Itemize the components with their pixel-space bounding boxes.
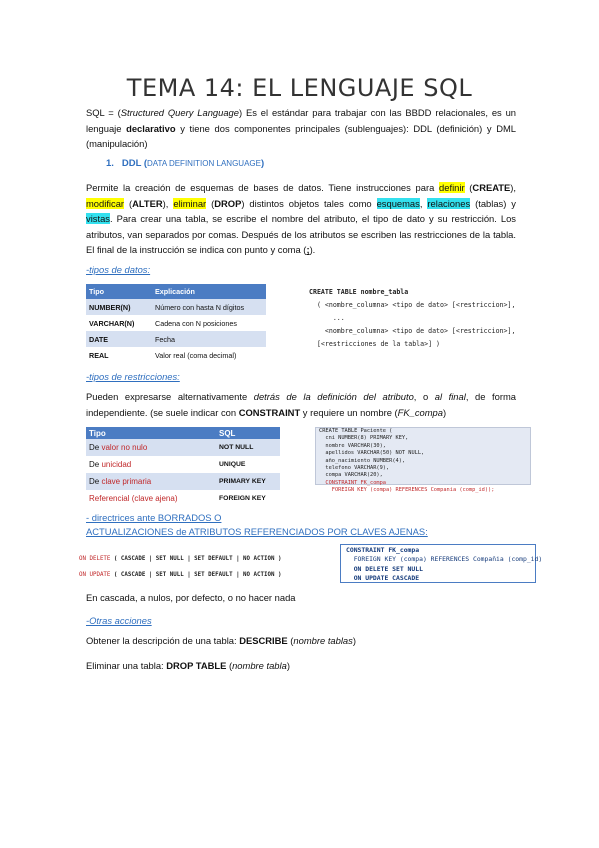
restr-text-i: detrás de la definición del atributo — [253, 391, 414, 402]
restr-text-a: Pueden expresarse alternativamente — [86, 391, 254, 402]
table-cell: NOT NULL — [216, 439, 280, 456]
table-cell: Número con hasta N dígitos — [152, 299, 266, 315]
code-line — [309, 286, 515, 299]
section-smallcaps: DATA DEFINITION LANGUAGE — [147, 159, 261, 168]
otras-heading — [86, 613, 516, 629]
cell-red-text: unicidad — [101, 460, 132, 469]
semicolon-mark: ; — [306, 244, 310, 255]
kw-alter: ALTER — [132, 197, 163, 209]
table-row — [86, 490, 280, 507]
table-header: Tipo — [86, 427, 216, 439]
constraints-table — [86, 427, 280, 507]
cell-red-text: Referencial (clave ajena) — [89, 494, 178, 503]
table-cell — [86, 490, 216, 507]
ddl-text-4: ). — [309, 244, 316, 255]
on-delete-options: ( CASCADE | SET NULL | SET DEFAULT | NO ACTION ) — [110, 556, 282, 562]
kw-on-update: ON UPDATE — [79, 572, 111, 578]
table-row — [86, 299, 266, 315]
section-number: 1. — [106, 158, 114, 169]
code-line: [<restricciones de la tabla>] ) — [309, 340, 441, 348]
table-row — [86, 456, 280, 473]
describe-line: Obtener la descripción de una tabla: DESCRIBE (nombre tablas) — [86, 635, 356, 646]
table-row — [86, 347, 266, 363]
tipos-restricciones-heading — [86, 369, 516, 385]
intro-paragraph — [86, 105, 516, 152]
code-line: apellidos VARCHAR(50) NOT NULL, — [319, 450, 425, 457]
code-line: CONSTRAINT FK_compa — [319, 479, 386, 486]
code-line: telefono VARCHAR(9), — [319, 465, 390, 472]
on-delete-line — [79, 556, 281, 562]
table-cell — [86, 439, 216, 456]
restr-text-i2: al final — [434, 391, 466, 402]
intro-italic: Structured Query Language — [120, 107, 239, 118]
restricciones-paragraph — [86, 389, 516, 420]
tipos-datos-heading — [86, 262, 516, 278]
table-header: Explicación — [152, 284, 266, 299]
table-cell — [86, 473, 216, 490]
cell-red-text: clave primaria — [101, 477, 152, 486]
tipos-datos-heading-text: -tipos de datos: — [86, 264, 151, 275]
highlight-eliminar: eliminar — [173, 197, 207, 209]
directrices-line2: ACTUALIZACIONES de ATRIBUTOS REFERENCIADOS POR CLAVES AJENAS: — [86, 525, 428, 537]
cell-prefix: De — [89, 477, 102, 486]
ddl-text-2: distintos objetos tales como — [244, 197, 377, 209]
kw-on-delete: ON DELETE — [79, 556, 111, 562]
highlight-modificar: modificar — [86, 197, 125, 209]
on-update-options: ( CASCADE | SET NULL | SET DEFAULT | NO ACTION ) — [110, 572, 282, 578]
intro-bold: declarativo — [126, 122, 176, 134]
highlight-definir: definir — [439, 182, 465, 193]
restr-text-b: , o — [413, 391, 435, 402]
table-cell: REAL — [86, 347, 152, 363]
code-line: ON DELETE SET NULL — [346, 564, 423, 573]
table-row — [86, 473, 280, 490]
table-row — [86, 315, 266, 331]
drop-arg: nombre tabla — [232, 660, 287, 671]
create-example-code — [319, 428, 494, 495]
code-line: ON UPDATE CASCADE — [346, 574, 420, 583]
code-line: <nombre_columna> <tipo de dato> [<restriccion>], — [309, 327, 516, 335]
drop-pre: Eliminar una tabla: — [86, 660, 167, 671]
intro-rest: ) Es el estándar para trabajar con las BBDD relacionales, es un lenguaje — [86, 107, 517, 134]
table-cell: PRIMARY KEY — [216, 473, 280, 490]
kw-drop: DROP — [214, 197, 242, 209]
section-heading-ddl — [106, 158, 264, 169]
on-update-line — [79, 572, 281, 578]
kw-create: CREATE — [472, 182, 511, 193]
kw-drop-table: DROP TABLE — [166, 660, 227, 671]
code-line: nombre VARCHAR(30), — [319, 442, 386, 449]
cell-prefix: De — [89, 443, 102, 452]
kw-constraint: CONSTRAINT — [238, 406, 301, 418]
table-cell: FOREIGN KEY — [216, 490, 280, 507]
kw-describe: DESCRIBE — [239, 635, 288, 646]
code-line: FOREIGN KEY (compa) REFERENCES Compañia (comp_id) — [346, 555, 543, 564]
table-row — [86, 439, 280, 456]
code-line: CREATE TABLE Paciente ( — [319, 428, 393, 434]
ddl-text-1: Permite la creación de esquemas de bases de datos. Tiene instrucciones para — [86, 182, 440, 193]
code-line: cni NUMBER(8) PRIMARY KEY, — [319, 435, 409, 442]
restr-text-c: , de forma independiente. (se suele indicar con — [86, 391, 516, 418]
code-line: ( <nombre_columna> <tipo de dato> [<restriccion>], — [309, 301, 516, 309]
restr-text-d: y requiere un nombre ( — [300, 406, 398, 418]
table-cell: Cadena con N posiciones — [152, 315, 266, 331]
table-header: SQL — [216, 427, 280, 439]
table-cell: UNIQUE — [216, 456, 280, 473]
code-line: año_nacimiento NUMBER(4), — [319, 457, 406, 464]
cell-red-text: valor no nulo — [101, 443, 148, 452]
describe-arg: nombre tablas — [293, 635, 353, 646]
cascade-note: En cascada, a nulos, por defecto, o no hacer nada — [86, 592, 296, 603]
cell-prefix: De — [89, 460, 102, 469]
table-cell: NUMBER(N) — [86, 299, 152, 315]
code-line: FOREIGN KEY (compa) REFERENCES Compania (comp_id)); — [319, 487, 495, 494]
table-header: Tipo — [86, 284, 152, 299]
ddl-text-tablas: (tablas) y — [470, 197, 516, 209]
fk-name: FK_compa — [397, 406, 443, 418]
code-line: ... — [309, 314, 345, 322]
table-row — [86, 331, 266, 347]
intro-prefix: SQL = ( — [86, 107, 121, 118]
table-cell: VARCHAR(N) — [86, 315, 152, 331]
drop-line: Eliminar una tabla: DROP TABLE (nombre tabla) — [86, 660, 290, 671]
table-cell: DATE — [86, 331, 152, 347]
directrices-heading — [86, 510, 516, 539]
highlight-vistas: vistas — [86, 213, 110, 224]
highlight-esquemas: esquemas — [376, 197, 420, 209]
table-cell — [86, 456, 216, 473]
page-title: TEMA 14: EL LENGUAJE SQL — [126, 74, 473, 102]
data-types-table — [86, 284, 266, 363]
restr-text-e: ) — [442, 406, 447, 418]
code-line: compa VARCHAR(20), — [319, 472, 383, 479]
intro-tail: y tiene dos componentes principales (sublenguajes): DDL (definición) y DML (manipulación) — [86, 122, 517, 149]
code-text: CREATE TABLE nombre_tabla — [309, 288, 409, 296]
ddl-paragraph: Permite la creación de esquemas de bases de datos. Tiene instrucciones para definir (CREATE), modificar (ALTER), eliminar (DROP) distintos objetos tales como esquemas, relaciones (tablas) y vistas. Para crear una tabla, se escribe el nombre del atributo, el tipo de dato y su restricción. Los atributos, van separados por comas. Después de los atributos se escriben las restricciones de la tabla. El final de la instrucción se indica con punto y coma (;). — [86, 182, 517, 255]
section-label: DDL ( — [121, 158, 148, 169]
directrices-line1: - directrices ante BORRADOS O — [86, 512, 222, 523]
section-close: ) — [260, 158, 265, 169]
create-table-syntax — [309, 286, 515, 351]
tipos-restricciones-heading-text: -tipos de restricciones: — [86, 371, 180, 382]
otras-heading-text: -Otras acciones — [86, 615, 152, 626]
ddl-text-3: . Para crear una tabla, se escribe el nombre del atributo, el tipo de dato y su restricción. Los atributos, van separados por comas. Después de los atributos se escriben las restricciones de la tabla. El final de la instrucción se indica con punto y coma ( — [86, 213, 516, 255]
describe-pre: Obtener la descripción de una tabla: — [86, 635, 240, 646]
table-cell: Valor real (coma decimal) — [152, 347, 266, 363]
code-line: CONSTRAINT FK_compa — [346, 546, 420, 554]
constraint-example-code — [346, 546, 542, 584]
highlight-relaciones: relaciones — [427, 197, 471, 209]
table-cell: Fecha — [152, 331, 266, 347]
